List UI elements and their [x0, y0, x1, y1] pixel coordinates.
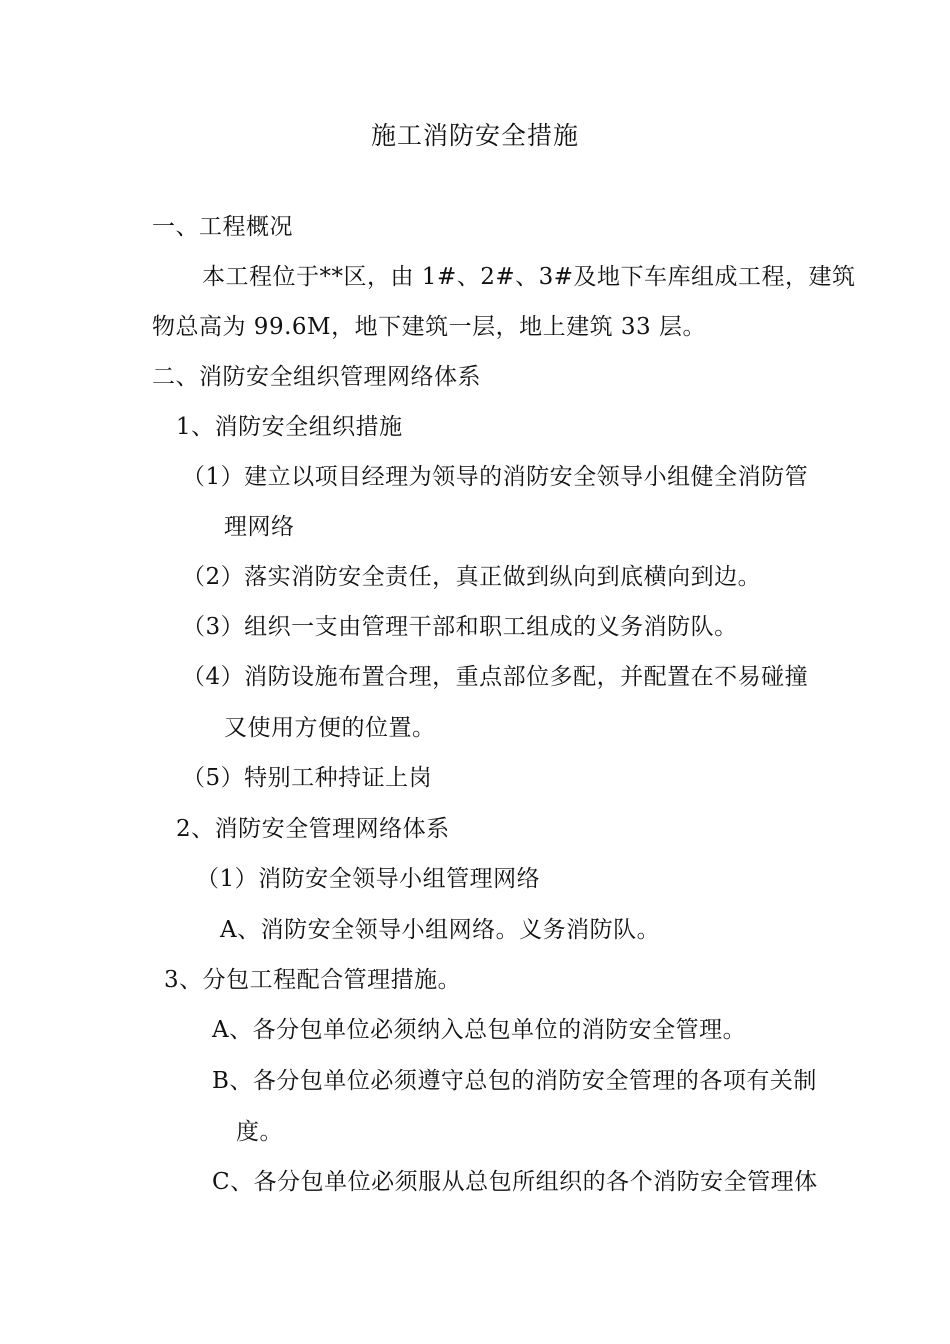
- section-heading-organization: 二、消防安全组织管理网络体系: [152, 364, 481, 390]
- section-heading-project-overview: 一、工程概况: [152, 214, 293, 240]
- subsection-heading: 2、消防安全管理网络体系: [176, 816, 450, 842]
- list-item-continuation: 又使用方便的位置。: [224, 715, 436, 741]
- list-item: （4）消防设施布置合理，重点部位多配，并配置在不易碰撞: [182, 664, 809, 690]
- list-item: B、各分包单位必须遵守总包的消防安全管理的各项有关制: [212, 1068, 817, 1094]
- document-title: 施工消防安全措施: [370, 121, 579, 150]
- list-item: A、各分包单位必须纳入总包单位的消防安全管理。: [212, 1017, 747, 1043]
- list-item: （1）建立以项目经理为领导的消防安全领导小组健全消防管: [182, 464, 809, 490]
- list-item: （1）消防安全领导小组管理网络: [196, 866, 541, 892]
- list-item: C、各分包单位必须服从总包所组织的各个消防安全管理体: [212, 1169, 818, 1195]
- list-item: （2）落实消防安全责任，真正做到纵向到底横向到边。: [182, 564, 762, 590]
- subsection-heading: 3、分包工程配合管理措施。: [164, 967, 462, 993]
- list-item-continuation: 理网络: [224, 514, 295, 540]
- list-item-continuation: 度。: [236, 1119, 283, 1145]
- list-item: （5）特别工种持证上岗: [182, 765, 433, 791]
- list-item: （3）组织一支由管理干部和职工组成的义务消防队。: [182, 614, 738, 640]
- paragraph-line: 本工程位于**区，由 1#、2#、3#及地下车库组成工程，建筑: [202, 264, 856, 290]
- list-item: A、消防安全领导小组网络。义务消防队。: [220, 917, 661, 943]
- paragraph-line: 物总高为 99.6M，地下建筑一层，地上建筑 33 层。: [152, 314, 706, 340]
- subsection-heading: 1、消防安全组织措施: [176, 414, 403, 440]
